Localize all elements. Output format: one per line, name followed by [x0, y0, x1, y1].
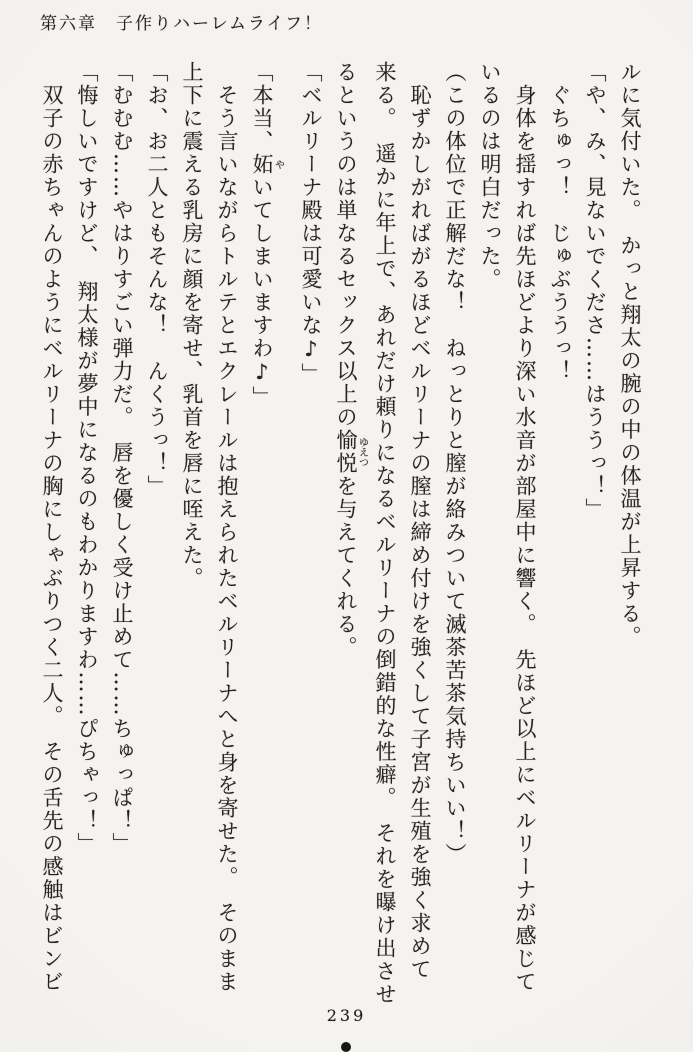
text-column: 身体を揺すれば先ほどより深い水音が部屋中に響く。 先ほど以上にベルリーナが感じて — [513, 61, 537, 994]
text-column: 双子の赤ちゃんのようにベルリーナの胸にしゃぶりつく二人。 その舌先の感触はビンビ — [40, 61, 64, 994]
text-column: （この体位で正解だな！ ねっとりと膣が絡みついて滅茶苦茶気持ちいい！） — [443, 61, 467, 866]
novel-text-block — [34, 61, 647, 1046]
text-column: いるのは明白だった。 — [478, 61, 502, 291]
text-column: 「お、お二人ともそんな！ んくうっ！」 — [145, 61, 169, 498]
text-column: 「ベルリーナ殿は可愛いな♪」 — [299, 61, 323, 386]
text-column: ぐちゅっ！ じゅぶううっ！ — [548, 61, 572, 383]
text-column: 「や、み、見ないでくださ……はううっ！」 — [583, 61, 607, 521]
chapter-heading: 第六章 子作りハーレムライフ！ — [40, 14, 323, 34]
ruby-annotated-word: 妬や — [250, 153, 284, 176]
ruby-annotated-word: 愉悦ゆえつ — [334, 429, 368, 475]
page-bottom-mark — [341, 1042, 351, 1052]
text-column: そう言いながらトルテとエクレールは抱えられたベルリーナへと身を寄せた。 そのまま — [215, 61, 239, 994]
text-column: 来る。 遥かに年上で、あれだけ頼りになるベルリーナの倒錯的な性癖。 それを曝け出させ — [373, 61, 397, 1006]
text-column: るというのは単なるセックス以上の愉悦ゆえつを与えてくれる。 — [334, 61, 368, 659]
text-column: 「悔しいですけど、 翔太様が夢中になるのもわかりますわ……ぴちゃっ！」 — [75, 61, 99, 856]
text-column: 上下に震える乳房に顔を寄せ、乳首を唇に咥えた。 — [180, 61, 204, 590]
text-column: 恥ずかしがればがるほどベルリーナの膣は締め付けを強くして子宮が生殖を強く求めて — [408, 61, 432, 981]
text-column: 「むむむ……やはりすごい弾力だ。 唇を優しく受け止めて……ちゅっぱ！」 — [110, 61, 134, 856]
text-column: ルに気付いた。 かっと翔太の腕の中の体温が上昇する。 — [618, 61, 642, 649]
text-column: 「本当、妬やいてしまいますわ♪」 — [250, 61, 284, 409]
page-number: 239 — [326, 1006, 367, 1025]
